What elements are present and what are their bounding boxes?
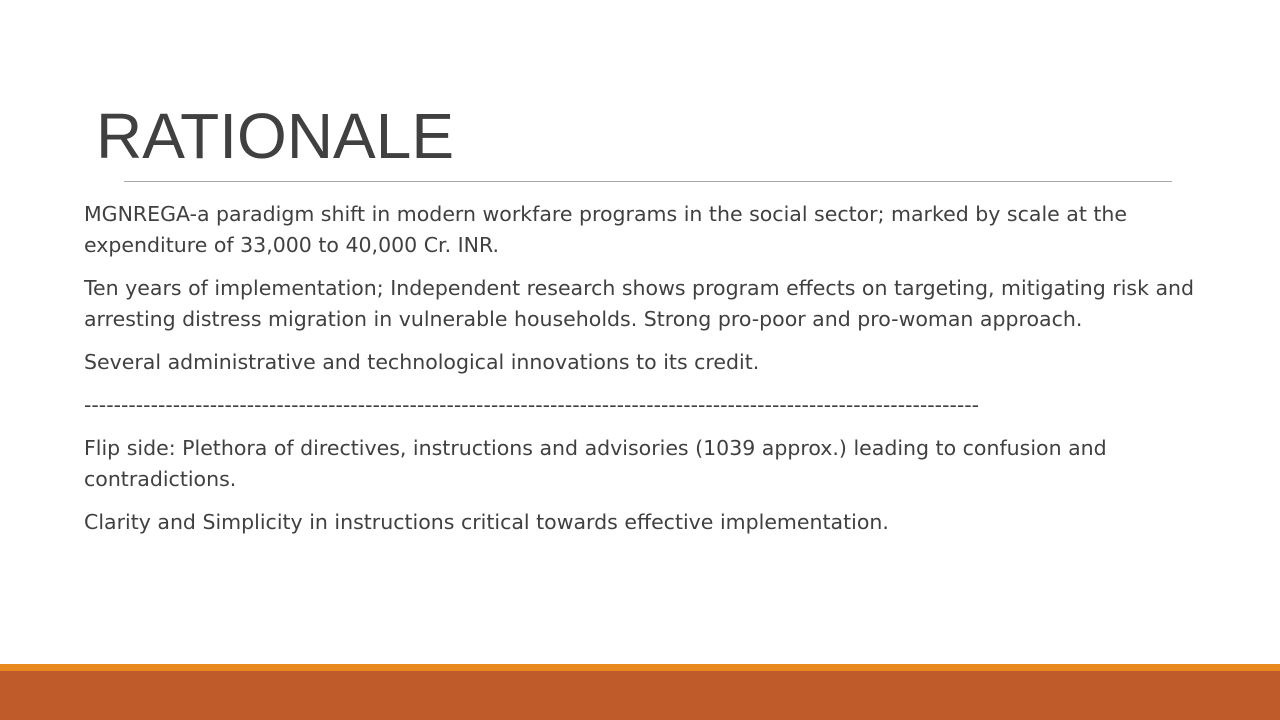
slide-title: RATIONALE	[96, 100, 454, 172]
dashed-separator: -------------------------------------------------------------------------------------------------------------------------	[84, 393, 980, 417]
footer-accent-bar	[0, 671, 1280, 720]
footer-accent-stripe	[0, 664, 1280, 671]
paragraph-innovations: Several administrative and technological innovations to its credit.	[84, 350, 760, 374]
paragraph-flip-side: Flip side: Plethora of directives, instructions and advisories (1039 approx.) leading to confusion and contradictions.	[84, 436, 1107, 491]
paragraph-clarity: Clarity and Simplicity in instructions critical towards effective implementation.	[84, 510, 889, 534]
paragraph-mgnrega-shift: MGNREGA-a paradigm shift in modern workfare programs in the social sector; marked by scale at the expenditure of 33,000 to 40,000 Cr. INR.	[84, 202, 1128, 257]
slide-body	[84, 199, 1204, 550]
title-divider	[124, 181, 1172, 182]
paragraph-implementation: Ten years of implementation; Independent research shows program effects on targeting, mitigating risk and arresting distress migration in vulnerable households. Strong pro-poor and pro-woman approach.	[84, 276, 1195, 331]
